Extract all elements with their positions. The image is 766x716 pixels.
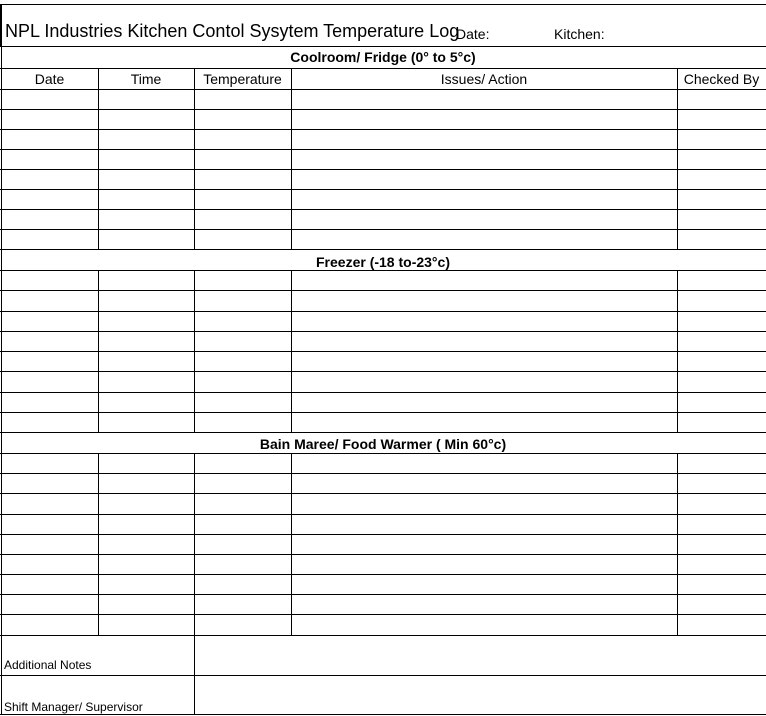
row-divider xyxy=(0,189,766,190)
divider xyxy=(0,89,766,90)
row-divider xyxy=(0,109,766,110)
row-divider xyxy=(0,493,766,494)
divider xyxy=(0,68,766,69)
row-divider xyxy=(0,554,766,555)
column-header-checked-by: Checked By xyxy=(683,71,760,87)
row-divider xyxy=(0,209,766,210)
row-divider xyxy=(0,574,766,575)
additional-notes-label: Additional Notes xyxy=(4,658,92,672)
row-divider xyxy=(0,249,766,250)
section-title-freezer: Freezer (-18 to-23°c) xyxy=(316,254,450,270)
row-divider xyxy=(0,392,766,393)
row-divider xyxy=(0,594,766,595)
row-divider xyxy=(0,311,766,312)
column-divider xyxy=(677,68,678,249)
row-divider xyxy=(0,270,766,271)
column-header-issues-action: Issues/ Action xyxy=(440,71,528,87)
kitchen-label: Kitchen: xyxy=(554,26,605,42)
row-divider xyxy=(0,453,766,454)
row-divider xyxy=(0,614,766,615)
row-divider xyxy=(0,149,766,150)
section-title-bain-maree: Bain Maree/ Food Warmer ( Min 60°c) xyxy=(259,436,507,452)
row-divider xyxy=(0,432,766,433)
column-divider xyxy=(194,270,195,432)
column-divider xyxy=(194,68,195,249)
row-divider xyxy=(0,514,766,515)
section-title-fridge: Coolroom/ Fridge (0° to 5°c) xyxy=(290,49,476,65)
row-divider xyxy=(0,290,766,291)
shift-manager-field[interactable] xyxy=(195,676,766,714)
column-divider xyxy=(291,270,292,432)
shift-manager-label: Shift Manager/ Supervisor xyxy=(4,700,143,714)
column-divider xyxy=(194,453,195,635)
date-label: Date: xyxy=(456,26,490,42)
row-divider xyxy=(0,371,766,372)
row-divider xyxy=(0,169,766,170)
column-header-date: Date xyxy=(34,71,65,87)
column-divider xyxy=(1,4,2,714)
row-divider xyxy=(0,229,766,230)
column-divider xyxy=(291,453,292,635)
row-divider xyxy=(0,331,766,332)
row-divider xyxy=(0,129,766,130)
column-divider xyxy=(98,453,99,635)
column-divider xyxy=(98,270,99,432)
form-title: NPL Industries Kitchen Contol Sysytem Temperature Log xyxy=(5,21,460,41)
row-divider xyxy=(0,473,766,474)
divider xyxy=(0,46,766,47)
title-row xyxy=(0,4,766,46)
additional-notes-field[interactable] xyxy=(195,636,766,674)
column-divider xyxy=(677,453,678,635)
column-header-time: Time xyxy=(130,71,162,87)
column-divider xyxy=(98,68,99,249)
row-divider xyxy=(0,351,766,352)
row-divider xyxy=(0,412,766,413)
row-divider xyxy=(0,534,766,535)
column-divider xyxy=(677,270,678,432)
row-divider xyxy=(0,714,766,715)
column-header-temperature: Temperature xyxy=(203,71,282,87)
column-divider xyxy=(291,68,292,249)
